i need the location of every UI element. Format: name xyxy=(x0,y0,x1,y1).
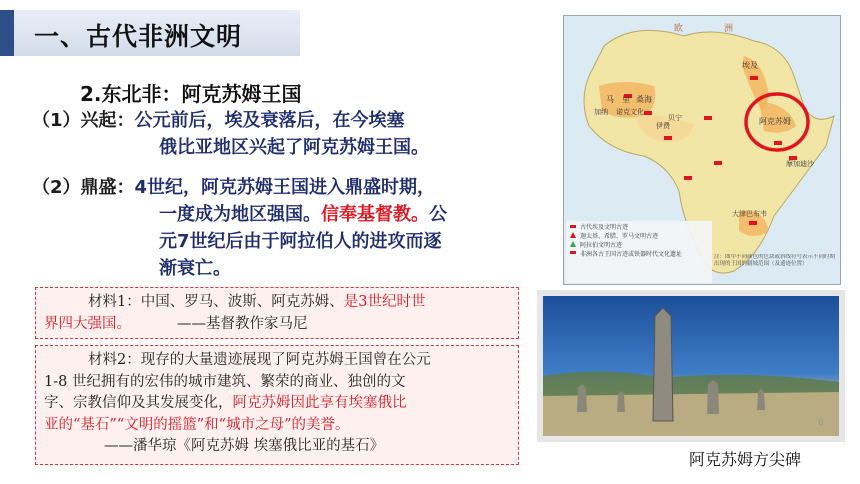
material-2-source: ——潘华琼《阿克苏姆 埃塞俄比亚的基石》 xyxy=(104,438,385,454)
africa-map-svg xyxy=(564,16,841,285)
title-banner xyxy=(0,10,300,56)
section-subheading: 2.东北非：阿克苏姆王国 xyxy=(80,82,302,106)
legend-item-3: 阿拉伯文明古迹 xyxy=(580,243,623,249)
page-title: 一、古代非洲文明 xyxy=(34,22,243,51)
material-2-line-2: 1-8 世纪拥有的宏伟的城市建筑、繁荣的商业、独创的文 xyxy=(44,373,406,390)
small-stele-4 xyxy=(617,391,625,412)
map-label-songhai: 桑海 xyxy=(636,95,652,104)
ground-field xyxy=(543,392,839,436)
rise-paragraph xyxy=(32,107,522,161)
map-label-mali: 马 xyxy=(606,95,614,104)
small-stele-3 xyxy=(757,389,765,410)
map-label-ife: 伊费 xyxy=(656,123,670,130)
legend-egypt-swatch xyxy=(570,225,576,228)
small-stele-1 xyxy=(707,380,719,414)
material-1-line-1-red: 是3世纪时世 xyxy=(343,294,426,310)
rise-line-2: 俄比亚地区兴起了阿克苏姆王国。 xyxy=(159,137,429,158)
peak-label: （2）鼎盛： xyxy=(32,177,135,198)
map-label-ghana: 加纳 xyxy=(594,109,608,116)
map-label-nok: 诺克文化 xyxy=(616,109,644,116)
peak-line-1: 4世纪，阿克苏姆王国进入鼎盛时期， xyxy=(134,177,436,198)
africa-map xyxy=(563,15,841,285)
small-stele-2 xyxy=(577,384,587,412)
material-2-line-3-red: 阿克苏姆因此享有埃塞俄比 xyxy=(232,395,407,411)
main-obelisk xyxy=(653,308,673,421)
legend-kingdom-swatch xyxy=(570,251,576,254)
peak-paragraph xyxy=(32,174,552,282)
rise-label: （1）兴起： xyxy=(32,110,135,131)
peak-line-2-christianity: 信奉基督教。 xyxy=(321,204,429,225)
map-label-europe-2: 洲 xyxy=(724,23,734,33)
material-2-line-4-red: 亚的“基石”“文明的摇篮”和“城市之母”的美誉。 xyxy=(44,416,350,433)
legend-item-4: 非洲各古王国古迹或铁器时代文化遗址 xyxy=(580,252,683,258)
peak-line-2a: 一度成为地区强国。 xyxy=(159,204,321,225)
peak-line-3: 元7世纪后由于阿拉伯人的进攻而逐 xyxy=(159,231,442,252)
rise-line-1: 公元前后，埃及衰落后，在今埃塞 xyxy=(134,110,405,131)
material-1-box xyxy=(35,287,519,339)
legend-item-1: 古代埃及文明古迹 xyxy=(580,225,629,231)
map-label-europe-1: 欧 xyxy=(674,23,684,33)
material-2-box xyxy=(35,345,519,465)
material-1-line-2-red: 界四大强国。 xyxy=(44,315,131,332)
material-2-line-3: 字、宗教信仰及其发展变化， xyxy=(44,395,233,411)
obelisk-photo xyxy=(543,296,839,436)
peak-line-2b: 公 xyxy=(429,204,447,225)
legend-item-2: 迦太基、希腊、罗马文明古迹 xyxy=(580,234,659,240)
map-label-egypt: 埃及 xyxy=(742,61,758,70)
map-label-aksum: 阿克苏姆 xyxy=(759,117,791,126)
peak-line-4: 渐衰亡。 xyxy=(159,258,231,279)
material-2-line-1: 材料2：现存的大量遗迹展现了阿克苏姆王国曾在公元 xyxy=(88,352,431,368)
obelisk-photo-frame xyxy=(537,290,845,442)
obelisk-photo-svg xyxy=(543,296,839,436)
map-label-benin: 贝宁 xyxy=(668,115,682,122)
material-1-source: ——基督教作家马尼 xyxy=(177,315,308,332)
map-label-li: 里 xyxy=(622,95,630,104)
page-number: 6 xyxy=(818,418,824,428)
map-label-great-zimbabwe: 大津巴布韦 xyxy=(732,211,767,218)
map-note: 注：图中不同颜色的色块或斜线符号表示不同时期出现的王国的疆域范围（及遗迹位置） xyxy=(714,254,836,267)
material-1-line-1: 材料1：中国、罗马、波斯、阿克苏姆、 xyxy=(88,294,344,310)
map-label-mogadishu: 摩加迪沙 xyxy=(786,161,814,168)
photo-caption: 阿克苏姆方尖碑 xyxy=(689,450,802,469)
